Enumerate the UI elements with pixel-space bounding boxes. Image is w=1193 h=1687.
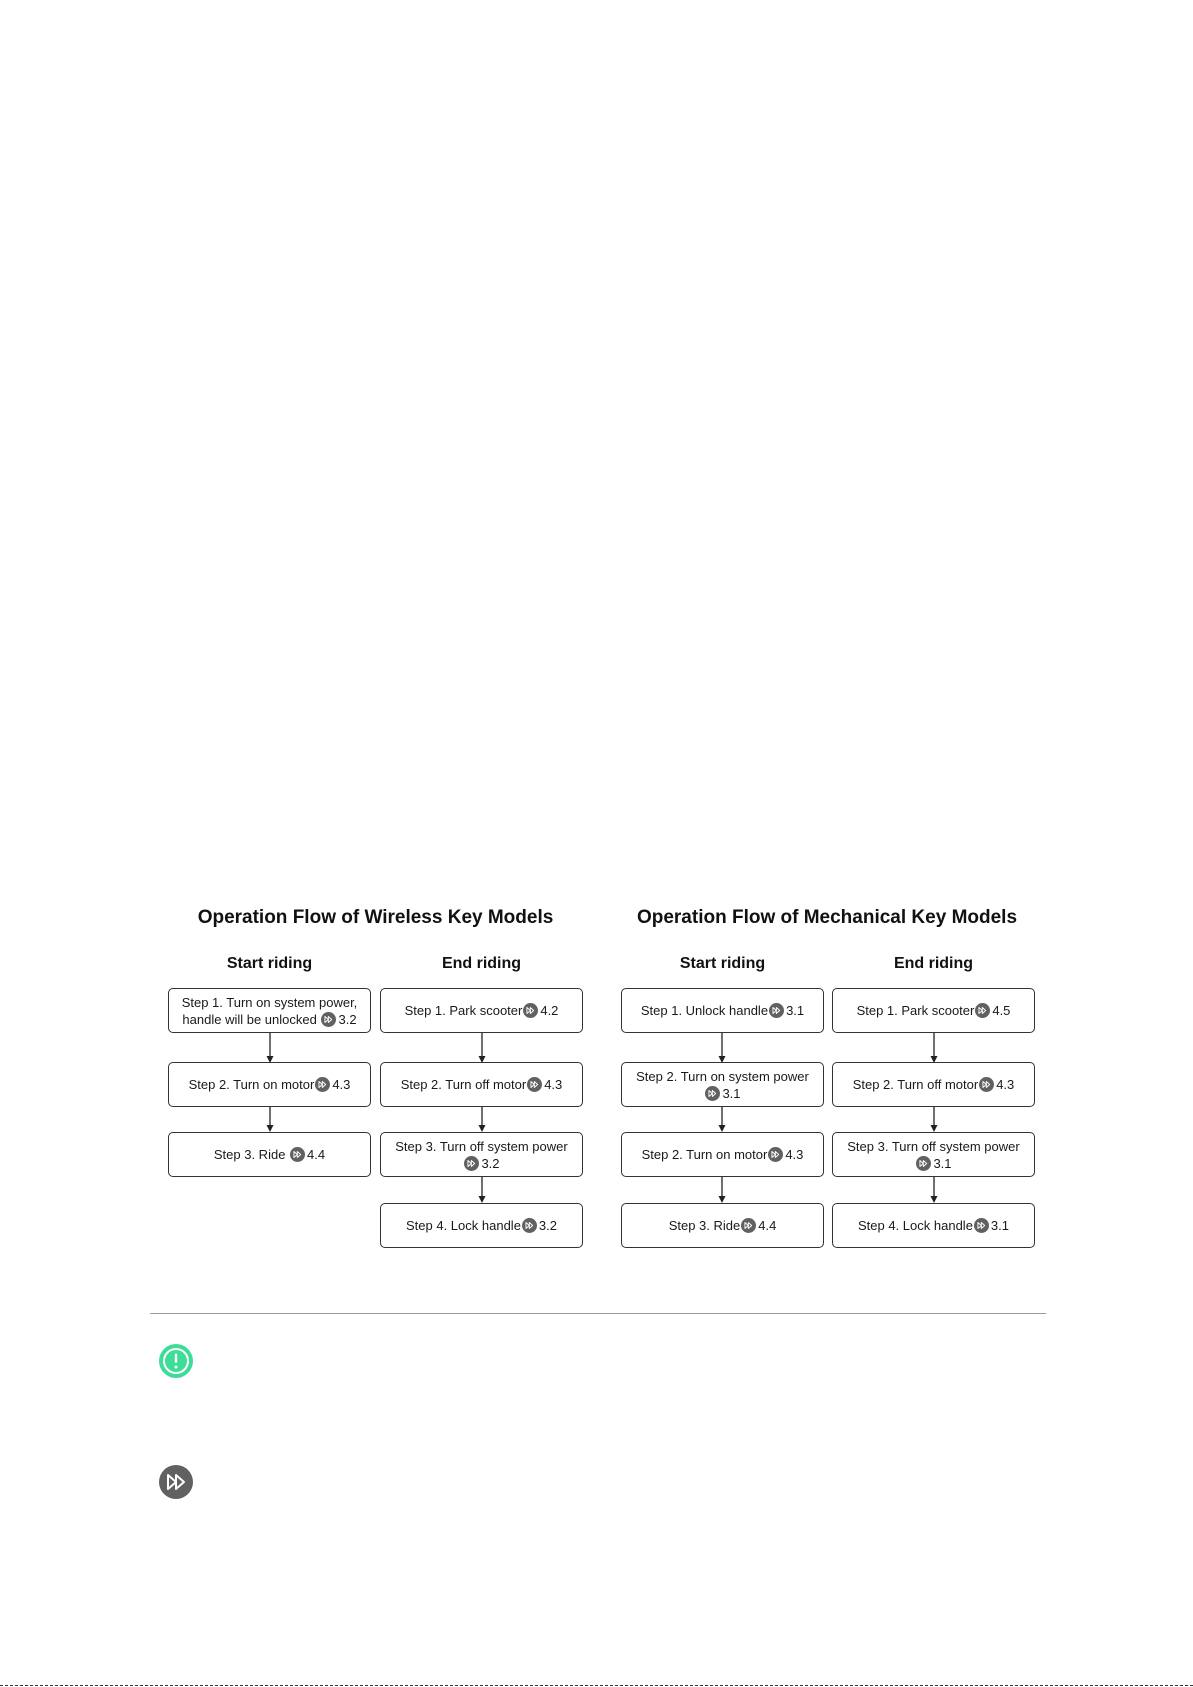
step-label: Step 2. Turn off motor — [400, 1077, 527, 1092]
flow-step-box — [168, 1062, 371, 1107]
flow-arrow — [477, 1177, 487, 1203]
step-ref: 4.4 — [307, 1147, 326, 1162]
step-label: Step 3. Turn off system power — [395, 1138, 568, 1154]
step-label: Step 2. Turn on motor — [188, 1077, 315, 1092]
flow-arrow — [929, 1177, 939, 1203]
flow-step-box — [380, 988, 583, 1033]
step-label: Step 1. Unlock handle — [640, 1003, 769, 1018]
fast-forward-icon — [158, 1464, 194, 1500]
section-divider — [150, 1313, 1046, 1314]
wireless-end-title: End riding — [441, 955, 522, 972]
mechanical-start-title: Start riding — [679, 955, 766, 972]
flow-step-box — [832, 1132, 1035, 1177]
fast-forward-icon — [767, 1146, 785, 1163]
wireless-start-title: Start riding — [226, 955, 313, 972]
fast-forward-icon — [768, 1002, 786, 1019]
step-ref: 4.3 — [785, 1147, 804, 1162]
flow-arrow — [265, 1033, 275, 1063]
step-label: Step 1. Park scooter — [404, 1003, 523, 1018]
flow-step-box — [832, 1062, 1035, 1107]
step-ref: 4.5 — [992, 1003, 1011, 1018]
flow-step-box — [621, 1203, 824, 1248]
flow-arrow — [717, 1177, 727, 1203]
flow-arrow — [717, 1107, 727, 1132]
flow-step-box — [832, 988, 1035, 1033]
step-label: Step 1. Park scooter — [856, 1003, 975, 1018]
flow-arrow — [929, 1033, 939, 1063]
flow-arrow — [265, 1107, 275, 1132]
flow-step-box — [168, 988, 371, 1033]
step-label: Step 2. Turn off motor — [852, 1077, 979, 1092]
flow-arrow — [929, 1107, 939, 1132]
flow-arrow — [717, 1033, 727, 1063]
fast-forward-icon — [463, 1155, 481, 1172]
fast-forward-icon — [289, 1146, 307, 1163]
flow-step-box — [621, 988, 824, 1033]
fast-forward-icon — [314, 1076, 332, 1093]
fast-forward-icon — [915, 1155, 933, 1172]
fast-forward-icon — [973, 1217, 991, 1234]
fast-forward-icon — [740, 1217, 758, 1234]
fast-forward-icon — [978, 1076, 996, 1093]
flow-step-box — [380, 1203, 583, 1248]
flow-step-box — [832, 1203, 1035, 1248]
page-edge-line — [0, 1685, 1193, 1686]
step-label: Step 2. Turn on motor — [641, 1147, 768, 1162]
flow-step-box — [380, 1132, 583, 1177]
flow-step-box — [168, 1132, 371, 1177]
step-label: Step 3. Turn off system power — [847, 1138, 1020, 1154]
step-label: Step 3. Ride — [668, 1218, 741, 1233]
step-ref: 3.2 — [538, 1218, 557, 1233]
step-ref: 4.3 — [332, 1077, 351, 1092]
flow-step-box — [380, 1062, 583, 1107]
mechanical-flow-title: Operation Flow of Mechanical Key Models — [636, 907, 1018, 928]
flow-step-box — [621, 1062, 824, 1107]
step-ref: 4.3 — [544, 1077, 563, 1092]
fast-forward-icon — [320, 1011, 338, 1028]
flow-arrow — [477, 1107, 487, 1132]
flow-step-box — [621, 1132, 824, 1177]
step-label: Step 1. Turn on system power, handle will be unlocked — [181, 994, 358, 1027]
exclamation-circle-icon — [158, 1343, 194, 1379]
step-ref: 4.3 — [996, 1077, 1015, 1092]
fast-forward-icon — [522, 1002, 540, 1019]
fast-forward-icon — [521, 1217, 539, 1234]
step-ref: 3.1 — [990, 1218, 1009, 1233]
fast-forward-icon — [974, 1002, 992, 1019]
step-label: Step 4. Lock handle — [858, 1218, 973, 1233]
step-label: Step 2. Turn on system power — [636, 1068, 809, 1084]
wireless-flow-title: Operation Flow of Wireless Key Models — [197, 907, 554, 928]
mechanical-end-title: End riding — [893, 955, 974, 972]
step-label: Step 4. Lock handle — [406, 1218, 521, 1233]
flow-arrow — [477, 1033, 487, 1063]
step-ref: 4.2 — [540, 1003, 559, 1018]
fast-forward-icon — [526, 1076, 544, 1093]
step-ref: 3.1 — [722, 1085, 741, 1101]
step-ref: 3.2 — [481, 1155, 500, 1171]
step-ref: 3.1 — [786, 1003, 805, 1018]
fast-forward-icon — [704, 1085, 722, 1102]
step-ref: 4.4 — [758, 1218, 777, 1233]
step-ref: 3.1 — [933, 1155, 952, 1171]
step-label: Step 3. Ride — [213, 1147, 286, 1162]
step-ref: 3.2 — [338, 1011, 357, 1027]
